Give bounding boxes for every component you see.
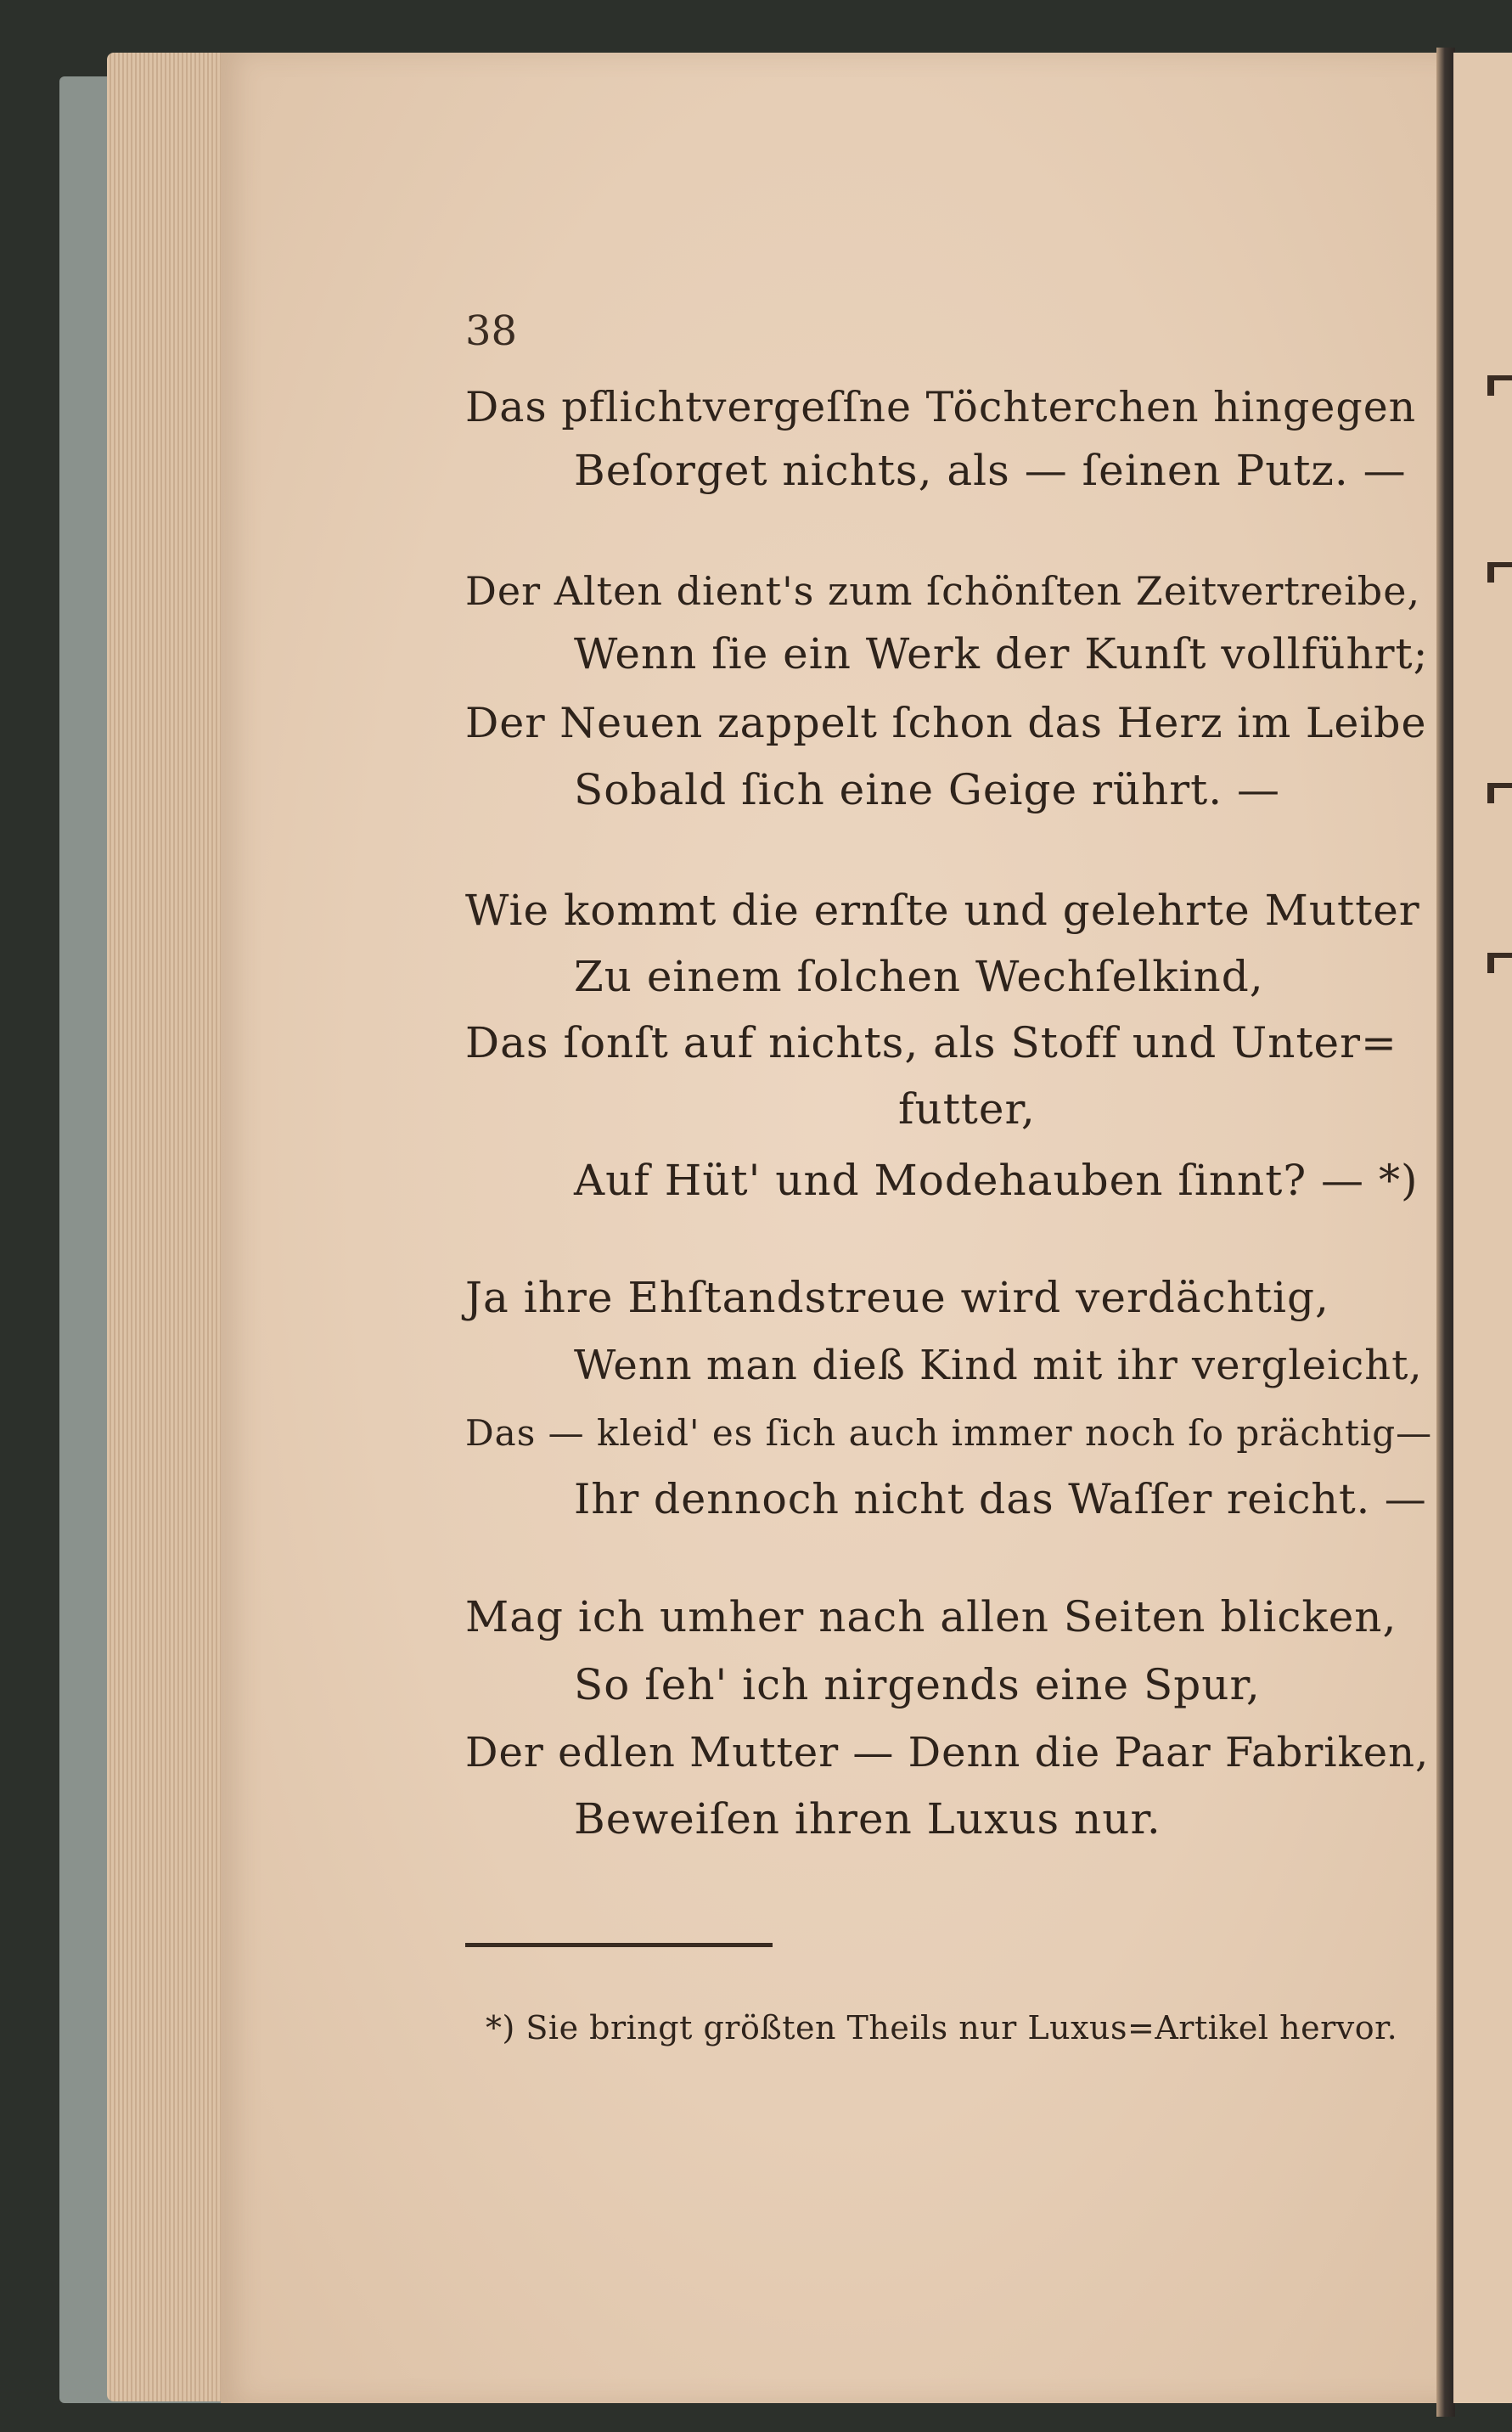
verse-line: Wenn ſie ein Werk der Kunſt vollführt;: [574, 629, 1429, 678]
verse-line: Das ſonſt auf nichts, als Stoff und Unter=: [465, 1018, 1397, 1067]
page-number: 38: [465, 307, 518, 355]
verse-line: Mag ich umher nach allen Seiten blicken,: [465, 1592, 1397, 1641]
verse-line: Ihr dennoch nicht das Waſſer reicht. —: [574, 1475, 1427, 1523]
verse-line: Der Neuen zappelt ſchon das Herz im Leibe: [465, 699, 1427, 747]
verse-line: Ja ihre Ehſtandstreue wird verdächtig,: [465, 1273, 1329, 1322]
verse-line: Wie kommt die ernſte und gelehrte Mutter: [465, 886, 1420, 935]
verse-line: Beweiſen ihren Luxus nur.: [574, 1794, 1161, 1844]
verse-line: Der edlen Mutter — Denn die Paar Fabriken,: [465, 1729, 1430, 1776]
verse-line: Sobald ſich eine Geige rührt. —: [574, 765, 1281, 814]
footnote: *) Sie bringt größten Theils nur Luxus=Artikel hervor.: [486, 2009, 1398, 2046]
verse-line-continuation: futter,: [898, 1084, 1036, 1134]
verse-line: Das pflichtvergeſſne Töchterchen hingegen: [465, 383, 1417, 431]
verse-line: Der Alten dient's zum ſchönſten Zeitvertreibe,: [465, 568, 1421, 614]
verse-line: Wenn man dieß Kind mit ihr vergleicht,: [574, 1342, 1423, 1389]
verse-line: So ſeh' ich nirgends eine Spur,: [574, 1660, 1261, 1709]
verse-line: Beſorget nichts, als — ſeinen Putz. —: [574, 446, 1407, 495]
verse-line: Zu einem ſolchen Wechſelkind,: [574, 952, 1264, 1001]
verse-line: Auf Hüt' und Modehauben ſinnt? — *): [574, 1156, 1419, 1205]
footnote-rule: [465, 1943, 773, 1947]
verse-line: Das — kleid' es ſich auch immer noch ſo prächtig—: [465, 1412, 1433, 1454]
